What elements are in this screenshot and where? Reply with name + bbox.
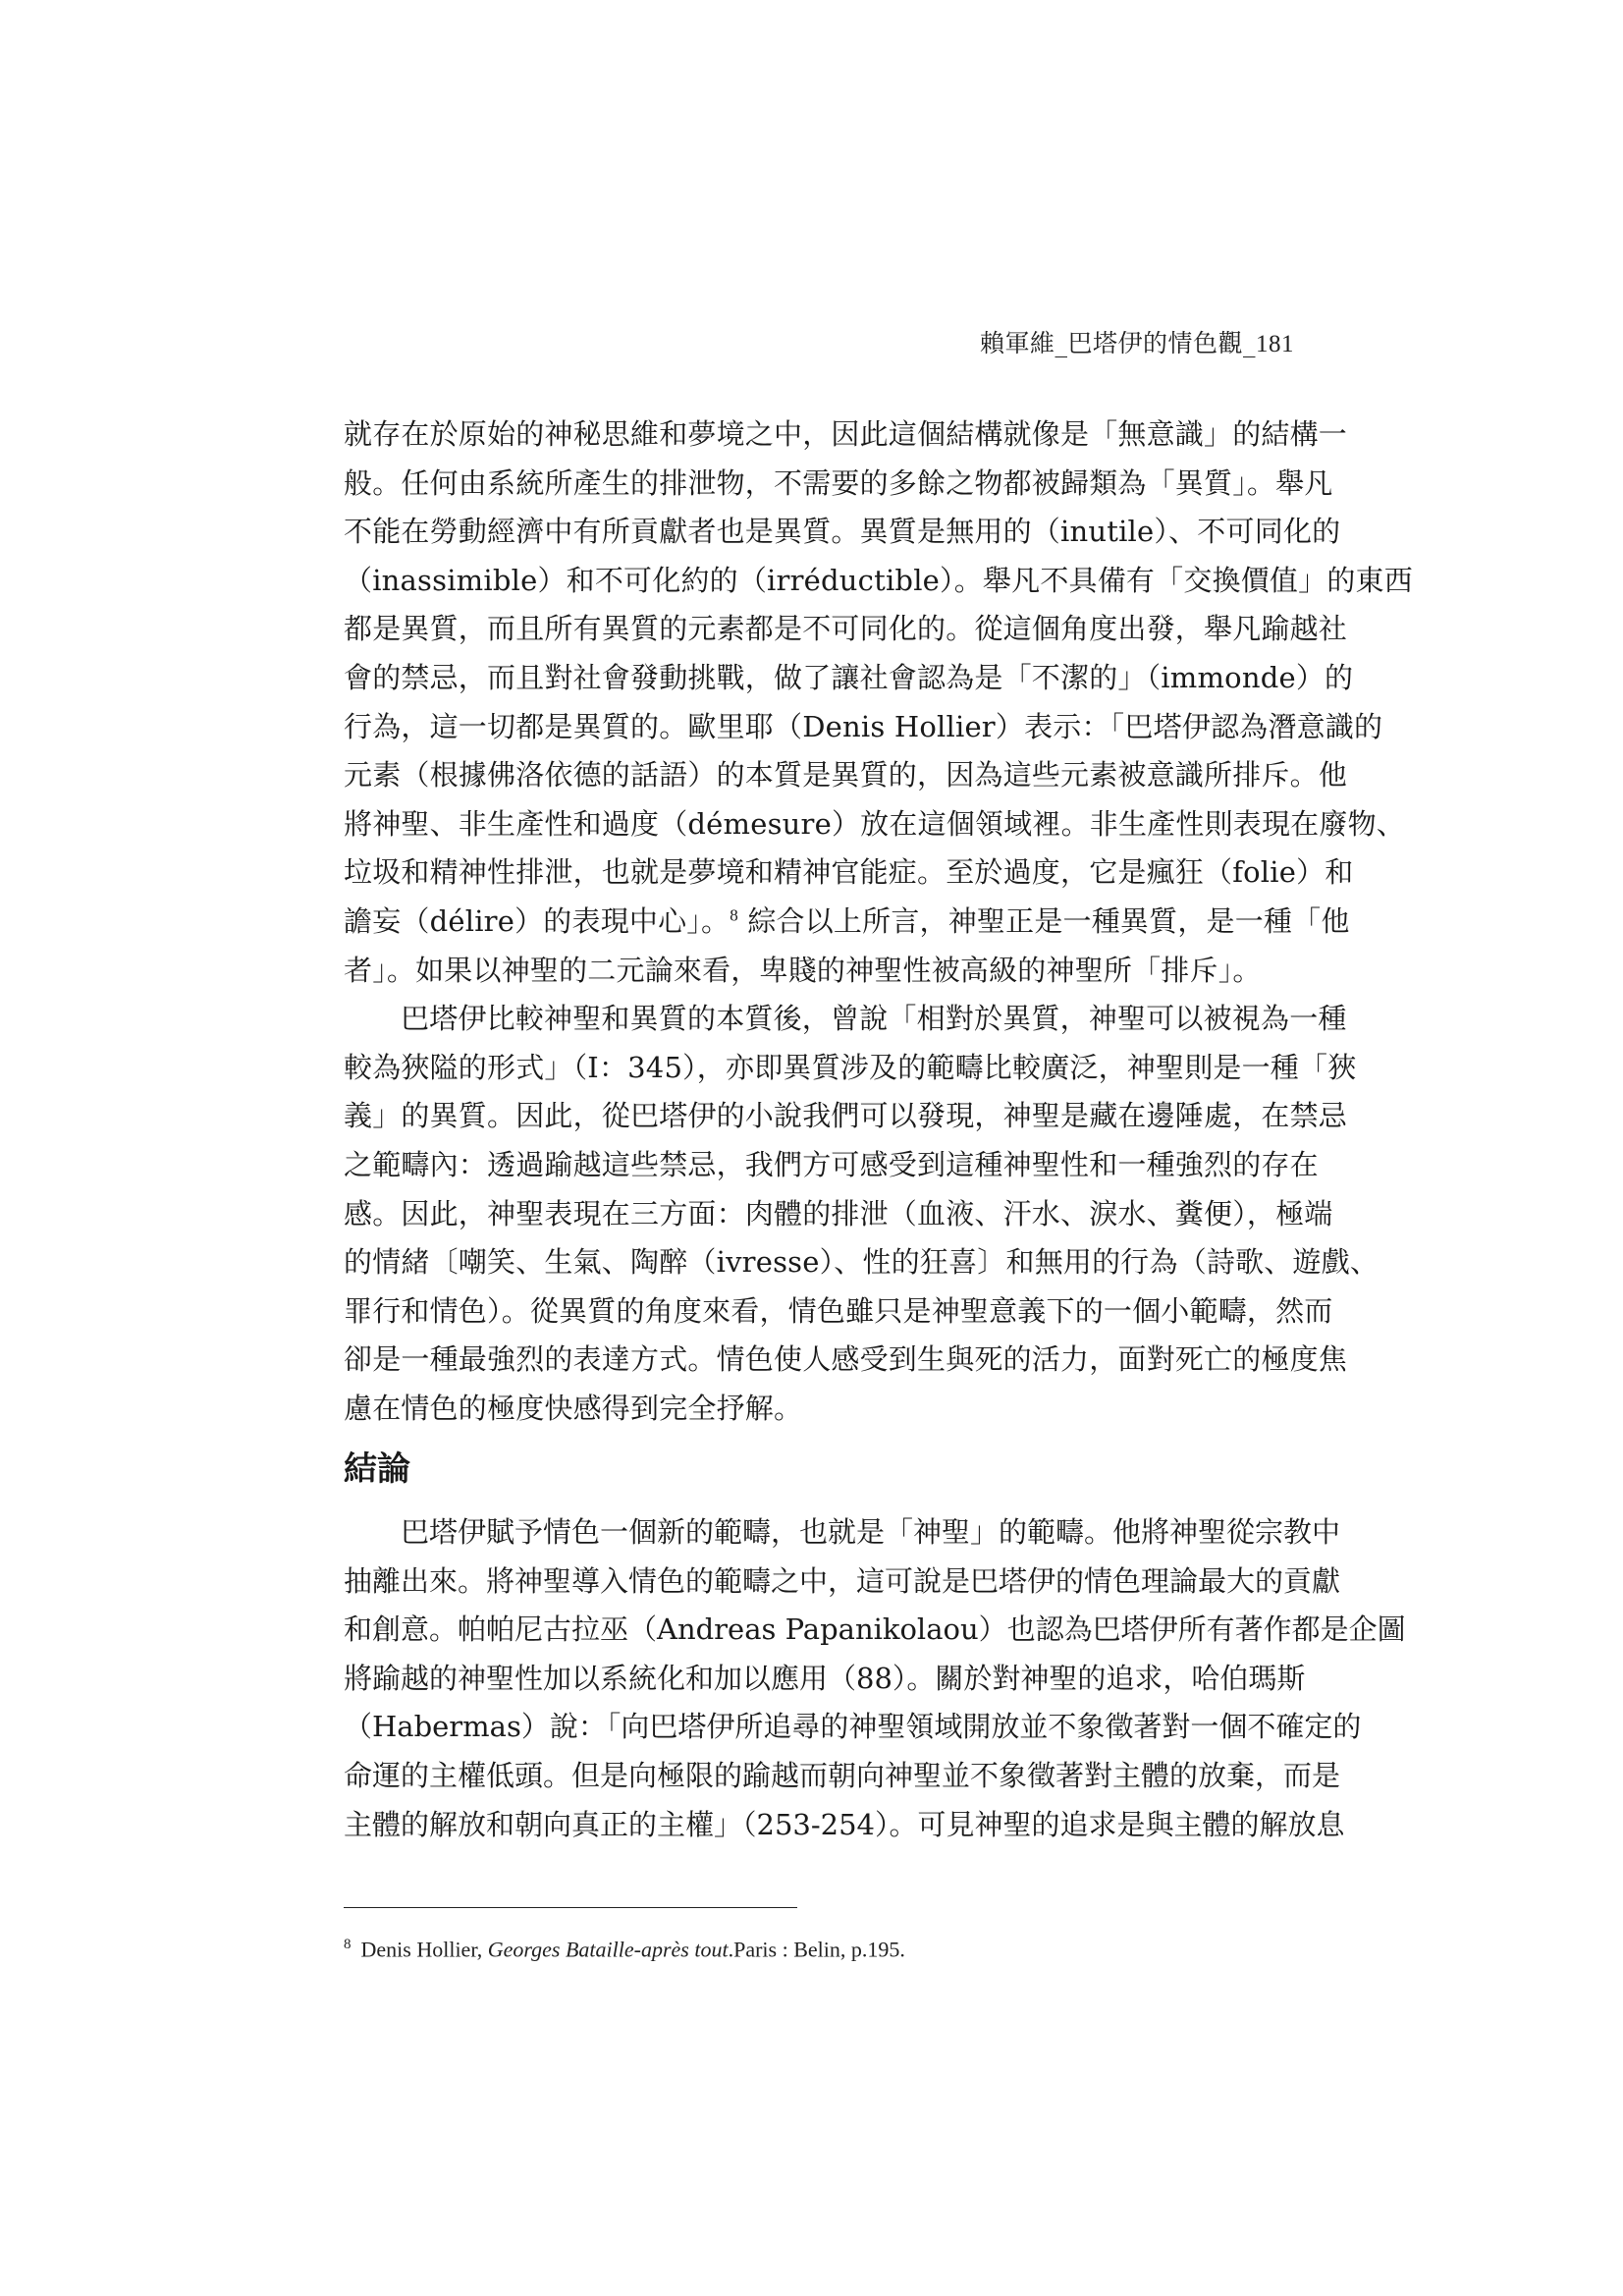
footnote-number: 8 [344, 1937, 352, 1952]
footnote-divider [344, 1907, 797, 1908]
running-title: 賴軍維_巴塔伊的情色觀_ [979, 329, 1256, 357]
text-line: 罪行和情色）。從異質的角度來看，情色雖只是神聖意義下的一個小範疇，然而 [344, 1293, 1333, 1328]
text-line: 垃圾和精神性排泄，也就是夢境和精神官能症。至於過度，它是瘋狂（folie）和 [344, 855, 1354, 890]
footnote-title: Georges Bataille-après tout [487, 1937, 729, 1962]
text-line: 不能在勞動經濟中有所貢獻者也是異質。異質是無用的（inutile）、不可同化的 [344, 515, 1341, 549]
paragraph-3 [344, 1508, 1406, 1849]
body-text-top [344, 410, 1413, 1433]
text-line: 較為狹隘的形式」（I：345），亦即異質涉及的範疇比較廣泛，神聖則是一種「狹 [344, 1050, 1357, 1084]
text-line: 抽離出來。將神聖導入情色的範疇之中，這可說是巴塔伊的情色理論最大的貢獻 [344, 1563, 1341, 1598]
text-line: 將神聖、非生產性和過度（démesure）放在這個領域裡。非生產性則表現在廢物、 [344, 806, 1405, 841]
section-heading: 結論 [344, 1449, 410, 1489]
text-segment: 譫妄（délire）的表現中心」。 [344, 903, 730, 938]
footnote-publication: .Paris : Belin, p.195. [728, 1937, 905, 1962]
running-header [980, 324, 1294, 359]
page-number: 181 [1256, 331, 1294, 357]
text-line: 卻是一種最強烈的表達方式。情色使人感受到生與死的活力，面對死亡的極度焦 [344, 1342, 1348, 1377]
text-line: （Habermas）說：「向巴塔伊所追尋的神聖領域開放並不象徵著對一個不確定的 [344, 1710, 1362, 1744]
text-line: 命運的主權低頭。但是向極限的踰越而朝向神聖並不象徵著對主體的放棄，而是 [344, 1758, 1341, 1792]
text-line: 會的禁忌，而且對社會發動挑戰，做了讓社會認為是「不潔的」（immonde）的 [344, 660, 1354, 694]
text-line: 慮在情色的極度快感得到完全抒解。 [344, 1391, 803, 1425]
text-line: 者」。如果以神聖的二元論來看，卑賤的神聖性被高級的神聖所「排斥」。 [344, 953, 1262, 987]
text-line: 和創意。帕帕尼古拉巫（Andreas Papanikolaou）也認為巴塔伊所有著作都是企圖 [344, 1613, 1406, 1647]
footnote [344, 1937, 905, 1962]
text-line: 將踰越的神聖性加以系統化和加以應用（88）。關於對神聖的追求，哈伯瑪斯 [344, 1661, 1306, 1695]
text-line: 主體的解放和朝向真正的主權」（253-254）。可見神聖的追求是與主體的解放息 [344, 1807, 1345, 1841]
text-line: 行為，這一切都是異質的。歐里耶（Denis Hollier）表示：「巴塔伊認為潛意識的 [344, 709, 1383, 743]
text-line: 都是異質，而且所有異質的元素都是不可同化的。從這個角度出發，舉凡踰越社 [344, 612, 1348, 646]
paragraph-2 [344, 995, 1380, 1433]
text-line-with-footnote [344, 898, 1350, 947]
text-line: 之範疇內：透過踰越這些禁忌，我們方可感受到這種神聖性和一種強烈的存在 [344, 1147, 1319, 1181]
text-line: 感。因此，神聖表現在三方面：肉體的排泄（血液、汗水、淚水、糞便），極端 [344, 1196, 1333, 1230]
paragraph-1 [344, 410, 1413, 995]
text-segment: 綜合以上所言，神聖正是一種異質，是一種「他 [737, 903, 1350, 938]
text-line: 巴塔伊比較神聖和異質的本質後，曾說「相對於異質，神聖可以被視為一種 [401, 1002, 1347, 1036]
text-line: 般。任何由系統所產生的排泄物，不需要的多餘之物都被歸類為「異質」。舉凡 [344, 465, 1333, 500]
text-line: 巴塔伊賦予情色一個新的範疇，也就是「神聖」的範疇。他將神聖從宗教中 [401, 1515, 1341, 1549]
text-line: 元素（根據佛洛依德的話語）的本質是異質的，因為這些元素被意識所排斥。他 [344, 758, 1348, 793]
text-line: 就存在於原始的神秘思維和夢境之中，因此這個結構就像是「無意識」的結構一 [344, 417, 1348, 451]
body-text-bottom [344, 1508, 1406, 1849]
footnote-author: Denis Hollier, [360, 1937, 488, 1962]
text-line: （inassimible）和不可化約的（irréductible）。舉凡不具備有「交換價值」的東西 [344, 563, 1413, 597]
footnote-reference[interactable]: 8 [730, 905, 738, 925]
text-line: 的情緒〔嘲笑、生氣、陶醉（ivresse）、性的狂喜〕和無用的行為（詩歌、遊戲、 [344, 1245, 1380, 1280]
text-line: 義」的異質。因此，從巴塔伊的小說我們可以發現，神聖是藏在邊陲處，在禁忌 [344, 1099, 1348, 1133]
